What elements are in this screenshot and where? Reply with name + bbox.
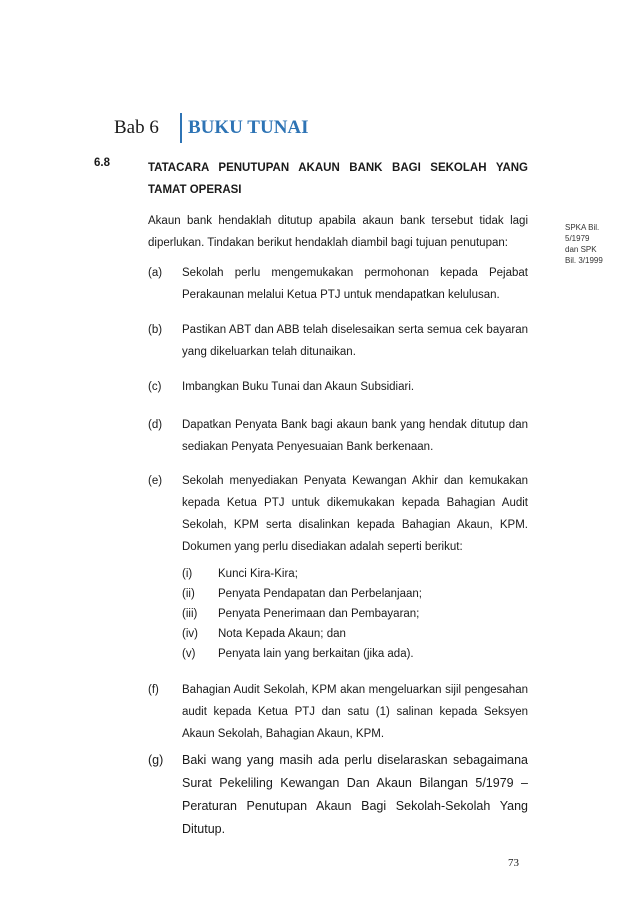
item-text: Pastikan ABT dan ABB telah diselesaikan serta semua cek bayaran yang dikeluarkan telah ditunaikan.	[182, 324, 528, 358]
subitem-text: Nota Kepada Akaun; dan	[218, 628, 346, 640]
item-text: Baki wang yang masih ada perlu diselaraskan sebagaimana Surat Pekeliling Kewangan Dan Akaun Bilangan 5/1979 – Peraturan Penutupan Akaun Bagi Sekolah-Sekolah Yang Ditutup.	[182, 753, 528, 836]
item-label: (b)	[148, 324, 163, 336]
item-text: Dapatkan Penyata Bank bagi akaun bank yang hendak ditutup dan sediakan Penyata Penyesuaian Bank berkenaan.	[182, 419, 528, 453]
subitem-text: Penyata lain yang berkaitan (jika ada).	[218, 648, 414, 660]
chapter-label: Bab 6	[114, 117, 159, 138]
item-text: Sekolah menyediakan Penyata Kewangan Akhir dan kemukakan kepada Ketua PTJ untuk dikemukakan kepada Bahagian Audit Sekolah, KPM serta disalinkan kepada Bahagian Akaun, KPM. Dokumen yang perlu disediakan adalah seperti berikut:	[182, 475, 528, 553]
subitem-label: (iv)	[182, 628, 198, 640]
chapter-divider	[180, 113, 182, 143]
item-label: (g)	[148, 753, 164, 767]
item-label: (f)	[148, 684, 159, 696]
page-number: 73	[508, 857, 519, 869]
subitem-label: (i)	[182, 568, 193, 580]
section-title: TATACARA PENUTUPAN AKAUN BANK BAGI SEKOLAH YANG TAMAT OPERASI	[148, 162, 528, 196]
chapter-title: BUKU TUNAI	[188, 117, 309, 138]
item-label: (d)	[148, 419, 163, 431]
item-label: (a)	[148, 267, 163, 279]
item-label: (e)	[148, 475, 163, 487]
item-text: Sekolah perlu mengemukakan permohonan kepada Pejabat Perakaunan melalui Ketua PTJ untuk mendapatkan kelulusan.	[182, 267, 528, 301]
item-label: (c)	[148, 381, 162, 393]
subitem-label: (ii)	[182, 588, 195, 600]
item-text: Imbangkan Buku Tunai dan Akaun Subsidiari.	[182, 381, 415, 393]
section-number: 6.8	[94, 157, 110, 169]
item-text: Bahagian Audit Sekolah, KPM akan mengeluarkan sijil pengesahan audit kepada Ketua PTJ dan satu (1) salinan kepada Seksyen Akaun Sekolah, Bahagian Akaun, KPM.	[182, 684, 528, 740]
subitem-text: Penyata Pendapatan dan Perbelanjaan;	[218, 588, 422, 600]
subitem-label: (iii)	[182, 608, 198, 620]
subitem-text: Kunci Kira-Kira;	[218, 568, 298, 580]
side-note: SPKA Bil. 5/1979 dan SPK Bil. 3/1999	[565, 223, 603, 265]
subitem-text: Penyata Penerimaan dan Pembayaran;	[218, 608, 420, 620]
intro-paragraph: Akaun bank hendaklah ditutup apabila akaun bank tersebut tidak lagi diperlukan. Tindakan berikut hendaklah diambil bagi tujuan penutupan:	[148, 215, 528, 249]
subitem-label: (v)	[182, 648, 196, 660]
